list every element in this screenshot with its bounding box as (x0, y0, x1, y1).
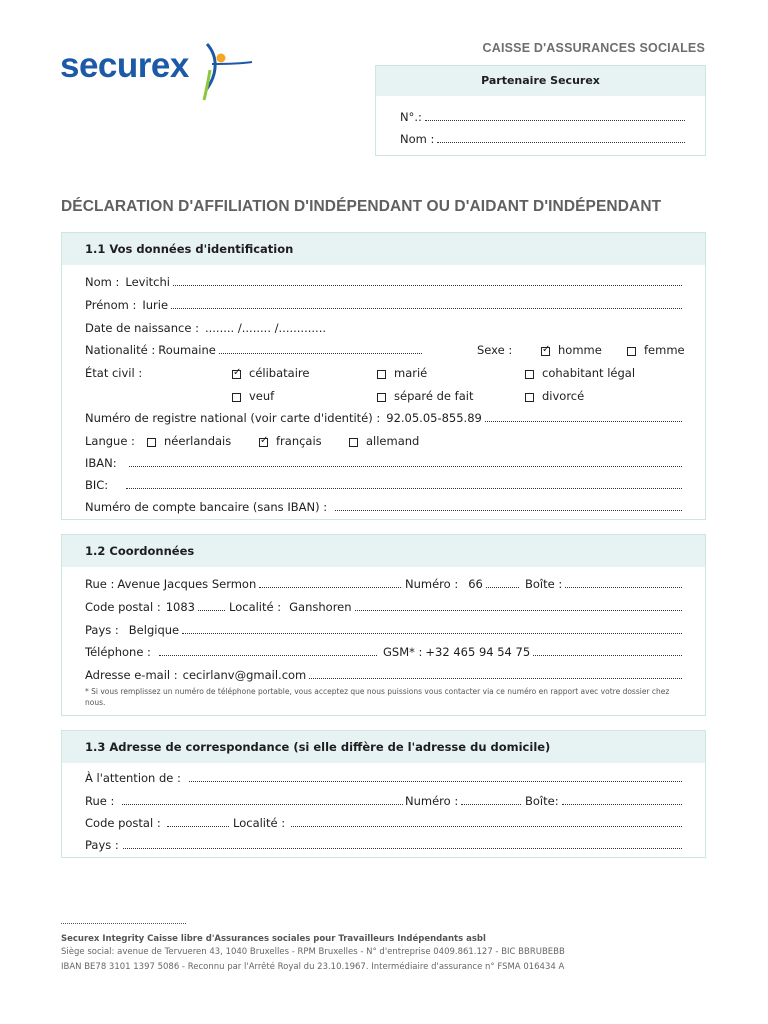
row-email (85, 664, 682, 682)
row-pays (85, 619, 682, 637)
prenom-value[interactable]: Iurie (142, 298, 169, 312)
neerlandais-label: néerlandais (164, 434, 232, 448)
langue-label-wrap (85, 434, 135, 448)
bic-label: BIC: (85, 478, 109, 492)
localite-label: Localité : (229, 600, 282, 614)
bic-field[interactable] (126, 488, 682, 489)
gsm-value[interactable]: +32 465 94 54 75 (425, 645, 531, 659)
localite-field-line[interactable] (355, 610, 682, 611)
sexe-homme-label: homme (558, 343, 602, 357)
row-etat-civil-2 (85, 385, 682, 403)
sexe-femme-checkbox[interactable] (627, 347, 636, 356)
separe-checkbox[interactable] (377, 393, 386, 402)
neerlandais-option[interactable] (147, 434, 231, 448)
boite-field[interactable] (565, 587, 682, 588)
sexe-label-wrap (477, 343, 512, 357)
prenom-field-line[interactable] (171, 308, 682, 309)
cp-field-line[interactable] (198, 610, 225, 611)
rue-value[interactable]: Avenue Jacques Sermon (117, 577, 257, 591)
telephone-field[interactable] (159, 655, 377, 656)
corr-localite-group (233, 816, 682, 830)
iban-field[interactable] (129, 466, 682, 467)
neerlandais-checkbox[interactable] (147, 438, 156, 447)
footer-address: Siège social: avenue de Tervueren 43, 1040 Bruxelles - RPM Bruxelles - N° d'entreprise 0409.861.127 - BIC BBRUBEBB (61, 947, 565, 957)
row-attention (85, 767, 682, 785)
corr-localite-field[interactable] (291, 826, 682, 827)
row-registre (85, 407, 682, 425)
telephone-group (85, 645, 377, 659)
numero-value[interactable]: 66 (468, 577, 483, 591)
email-label: Adresse e-mail : (85, 668, 178, 682)
sexe-label: Sexe : (477, 343, 513, 357)
langue-label: Langue : (85, 434, 135, 448)
francais-checkbox[interactable] (259, 438, 268, 447)
sexe-femme-option[interactable] (627, 343, 685, 357)
separe-label: séparé de fait (394, 389, 474, 403)
securex-logo (60, 40, 260, 102)
sexe-homme-checkbox[interactable] (541, 347, 550, 356)
partner-number-field[interactable] (425, 120, 685, 121)
registre-field-line[interactable] (485, 421, 682, 422)
footer-company: Securex Integrity Caisse libre d'Assurances sociales pour Travailleurs Indépendants asbl (61, 934, 486, 944)
corr-numero-group (405, 794, 521, 808)
boite-label: Boîte : (525, 577, 563, 591)
nationalite-field-line[interactable] (219, 353, 422, 354)
naissance-value[interactable]: ........ /........ /............. (204, 321, 327, 335)
nationalite-group (85, 343, 422, 357)
boite-group (525, 577, 682, 591)
row-rue (85, 573, 682, 591)
divorce-option[interactable] (525, 389, 584, 403)
allemand-checkbox[interactable] (349, 438, 358, 447)
row-etat-civil-1 (85, 362, 682, 380)
nationalite-label: Nationalité : (85, 343, 156, 357)
row-prenom (85, 294, 682, 312)
compte-field[interactable] (335, 510, 682, 511)
cp-label: Code postal : (85, 600, 161, 614)
numero-group (405, 577, 519, 591)
registre-label: Numéro de registre national (voir carte d'identité) : (85, 411, 381, 425)
corr-boite-field[interactable] (562, 804, 682, 805)
separe-option[interactable] (377, 389, 473, 403)
corr-cp-field[interactable] (167, 826, 229, 827)
rue-label: Rue : (85, 577, 115, 591)
logo-wordmark: securex (60, 46, 189, 85)
pays-field-line[interactable] (182, 633, 682, 634)
gsm-footnote: * Si vous remplissez un numéro de téléphone portable, vous acceptez que nous puissions vous contacter via ce numéro en rapport avec votre dossier chez nous. (85, 687, 670, 707)
celibataire-option[interactable] (232, 366, 309, 380)
marie-option[interactable] (377, 366, 427, 380)
gsm-field-line[interactable] (533, 655, 682, 656)
partner-number-row (400, 108, 685, 124)
corr-boite-group (525, 794, 682, 808)
corr-cp-group (85, 816, 229, 830)
corr-rue-label: Rue : (85, 794, 115, 808)
corr-boite-label: Boîte: (525, 794, 559, 808)
iban-label: IBAN: (85, 456, 117, 470)
sexe-homme-option[interactable] (541, 343, 602, 357)
registre-value[interactable]: 92.05.05-855.89 (386, 411, 482, 425)
email-value[interactable]: cecirlanv@gmail.com (182, 668, 307, 682)
numero-field-line[interactable] (486, 587, 519, 588)
francais-label: français (276, 434, 322, 448)
rue-field-line[interactable] (259, 587, 401, 588)
row-iban (85, 452, 682, 470)
gsm-group (383, 645, 682, 659)
pays-label: Pays : (85, 623, 119, 637)
section-correspondance-heading: 1.3 Adresse de correspondance (si elle diffère de l'adresse du domicile) (62, 731, 705, 763)
section-identification-heading: 1.1 Vos données d'identification (62, 233, 705, 265)
partner-title: Partenaire Securex (376, 66, 705, 96)
corr-numero-label: Numéro : (405, 794, 459, 808)
row-naissance (85, 317, 682, 335)
page-title: DÉCLARATION D'AFFILIATION D'INDÉPENDANT OU D'AIDANT D'INDÉPENDANT (61, 198, 662, 215)
partner-name-label: Nom : (400, 132, 435, 146)
corr-rue-group (85, 794, 403, 808)
row-cp-localite (85, 596, 682, 614)
row-bic (85, 474, 682, 492)
email-field-line[interactable] (309, 678, 682, 679)
cp-value[interactable]: 1083 (165, 600, 195, 614)
allemand-option[interactable] (349, 434, 419, 448)
row-telephone (85, 641, 682, 659)
nom-field-line[interactable] (173, 285, 682, 286)
section-identification (61, 232, 706, 520)
sexe-femme-label: femme (644, 343, 685, 357)
cohabitant-option[interactable] (525, 366, 635, 380)
section-coordonnees-heading: 1.2 Coordonnées (62, 535, 705, 567)
footer-divider (61, 923, 186, 924)
celibataire-checkbox[interactable] (232, 370, 241, 379)
telephone-label: Téléphone : (85, 645, 151, 659)
corr-localite-label: Localité : (233, 816, 286, 830)
section-correspondance (61, 730, 706, 858)
nom-value[interactable]: Levitchi (125, 275, 170, 289)
corr-cp-label: Code postal : (85, 816, 161, 830)
attention-field[interactable] (189, 781, 682, 782)
cp-group (85, 600, 225, 614)
allemand-label: allemand (366, 434, 420, 448)
prenom-label: Prénom : (85, 298, 137, 312)
corr-pays-field[interactable] (123, 848, 682, 849)
divorce-checkbox[interactable] (525, 393, 534, 402)
veuf-option[interactable] (232, 389, 274, 403)
corr-numero-field[interactable] (461, 804, 521, 805)
corr-pays-label: Pays : (85, 838, 119, 852)
naissance-label: Date de naissance : (85, 321, 199, 335)
francais-option[interactable] (259, 434, 322, 448)
logo-swoosh-icon (60, 40, 260, 102)
celibataire-label: célibataire (249, 366, 310, 380)
etat-civil-label: État civil : (85, 366, 143, 380)
etat-civil-label-wrap (85, 366, 142, 380)
marie-checkbox[interactable] (377, 370, 386, 379)
row-nationalite-sexe (85, 339, 685, 357)
cohabitant-checkbox[interactable] (525, 370, 534, 379)
veuf-checkbox[interactable] (232, 393, 241, 402)
divorce-label: divorcé (542, 389, 585, 403)
pays-value[interactable]: Belgique (128, 623, 180, 637)
section-coordonnees (61, 534, 706, 716)
row-corr-rue (85, 790, 682, 808)
nom-label: Nom : (85, 275, 120, 289)
row-corr-cp (85, 812, 682, 830)
attention-label: À l'attention de : (85, 771, 181, 785)
partner-name-row (400, 130, 685, 146)
compte-label: Numéro de compte bancaire (sans IBAN) : (85, 500, 328, 514)
partner-box (375, 65, 706, 156)
numero-label: Numéro : (405, 577, 459, 591)
row-corr-pays (85, 834, 682, 852)
gsm-label: GSM* : (383, 645, 423, 659)
veuf-label: veuf (249, 389, 275, 403)
organization-name: CAISSE D'ASSURANCES SOCIALES (482, 41, 705, 55)
row-langue (85, 430, 682, 448)
localite-group (229, 600, 682, 614)
rue-group (85, 577, 401, 591)
nationalite-value[interactable]: Roumaine (158, 343, 216, 357)
localite-value[interactable]: Ganshoren (289, 600, 352, 614)
partner-name-field[interactable] (437, 142, 685, 143)
footer-iban: IBAN BE78 3101 1397 5086 - Reconnu par l'Arrêté Royal du 23.10.1967. Intermédiaire d'assurance n° FSMA 016434 A (61, 962, 565, 972)
corr-rue-field[interactable] (122, 804, 403, 805)
row-compte (85, 496, 682, 514)
partner-number-label: N°.: (400, 110, 422, 124)
cohabitant-label: cohabitant légal (542, 366, 636, 380)
marie-label: marié (394, 366, 428, 380)
row-nom (85, 271, 682, 289)
